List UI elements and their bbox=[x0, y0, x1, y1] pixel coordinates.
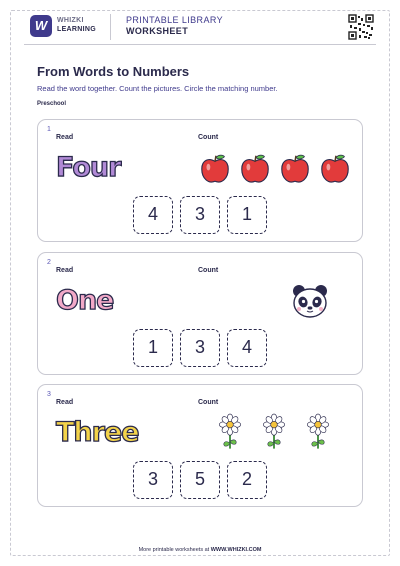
logo-mark: W bbox=[30, 15, 52, 37]
answer-option[interactable]: 1 bbox=[227, 196, 267, 234]
answer-option[interactable]: 3 bbox=[180, 329, 220, 367]
question-card bbox=[37, 384, 363, 507]
number-word: Four bbox=[56, 152, 121, 183]
read-label: Read bbox=[56, 267, 74, 274]
daisy-icon bbox=[262, 413, 286, 456]
answer-options bbox=[133, 461, 273, 499]
brand-logo bbox=[57, 16, 96, 34]
number-word: Three bbox=[56, 417, 139, 448]
header-title bbox=[126, 15, 223, 37]
panda-icon bbox=[290, 283, 330, 324]
question-card bbox=[37, 252, 363, 375]
apple-icon bbox=[278, 152, 312, 191]
daisy-icon bbox=[306, 413, 330, 456]
answer-option[interactable]: 4 bbox=[227, 329, 267, 367]
header-title-line1: PRINTABLE LIBRARY bbox=[126, 15, 223, 25]
answer-option[interactable]: 3 bbox=[180, 196, 220, 234]
picture-group bbox=[198, 413, 358, 453]
footer-link[interactable]: WWW.WHIZKI.COM bbox=[210, 547, 262, 553]
read-label: Read bbox=[56, 399, 74, 406]
number-word: One bbox=[56, 285, 114, 316]
answer-option[interactable]: 1 bbox=[133, 329, 173, 367]
picture-group bbox=[198, 148, 358, 188]
header-rule bbox=[24, 44, 376, 45]
apple-icon bbox=[238, 152, 272, 191]
answer-option[interactable]: 2 bbox=[227, 461, 267, 499]
header bbox=[24, 12, 376, 46]
brand-name-line1: WHIZKI bbox=[57, 17, 84, 24]
answer-options bbox=[133, 196, 273, 234]
footer-text: More printable worksheets at bbox=[138, 547, 211, 553]
answer-option[interactable]: 3 bbox=[133, 461, 173, 499]
count-label: Count bbox=[198, 267, 219, 274]
daisy-icon bbox=[218, 413, 242, 456]
answer-option[interactable]: 5 bbox=[180, 461, 220, 499]
count-label: Count bbox=[198, 399, 219, 406]
count-label: Count bbox=[198, 134, 219, 141]
worksheet-instructions: Read the word together. Count the pictures. Circle the matching number. bbox=[37, 84, 278, 93]
answer-option[interactable]: 4 bbox=[133, 196, 173, 234]
worksheet-title: From Words to Numbers bbox=[37, 64, 190, 79]
answer-options bbox=[133, 329, 273, 367]
question-number: 2 bbox=[47, 259, 51, 266]
brand-name-line2: LEARNING bbox=[57, 26, 96, 33]
question-number: 1 bbox=[47, 126, 51, 133]
qr-code-icon bbox=[348, 14, 374, 40]
header-divider bbox=[110, 14, 111, 40]
apple-icon bbox=[318, 152, 352, 191]
question-card bbox=[37, 119, 363, 242]
header-title-line2: WORKSHEET bbox=[126, 26, 189, 36]
apple-icon bbox=[198, 152, 232, 191]
picture-group bbox=[198, 281, 358, 321]
read-label: Read bbox=[56, 134, 74, 141]
footer bbox=[0, 547, 400, 553]
question-number: 3 bbox=[47, 391, 51, 398]
grade-level: Preschool bbox=[37, 101, 67, 107]
